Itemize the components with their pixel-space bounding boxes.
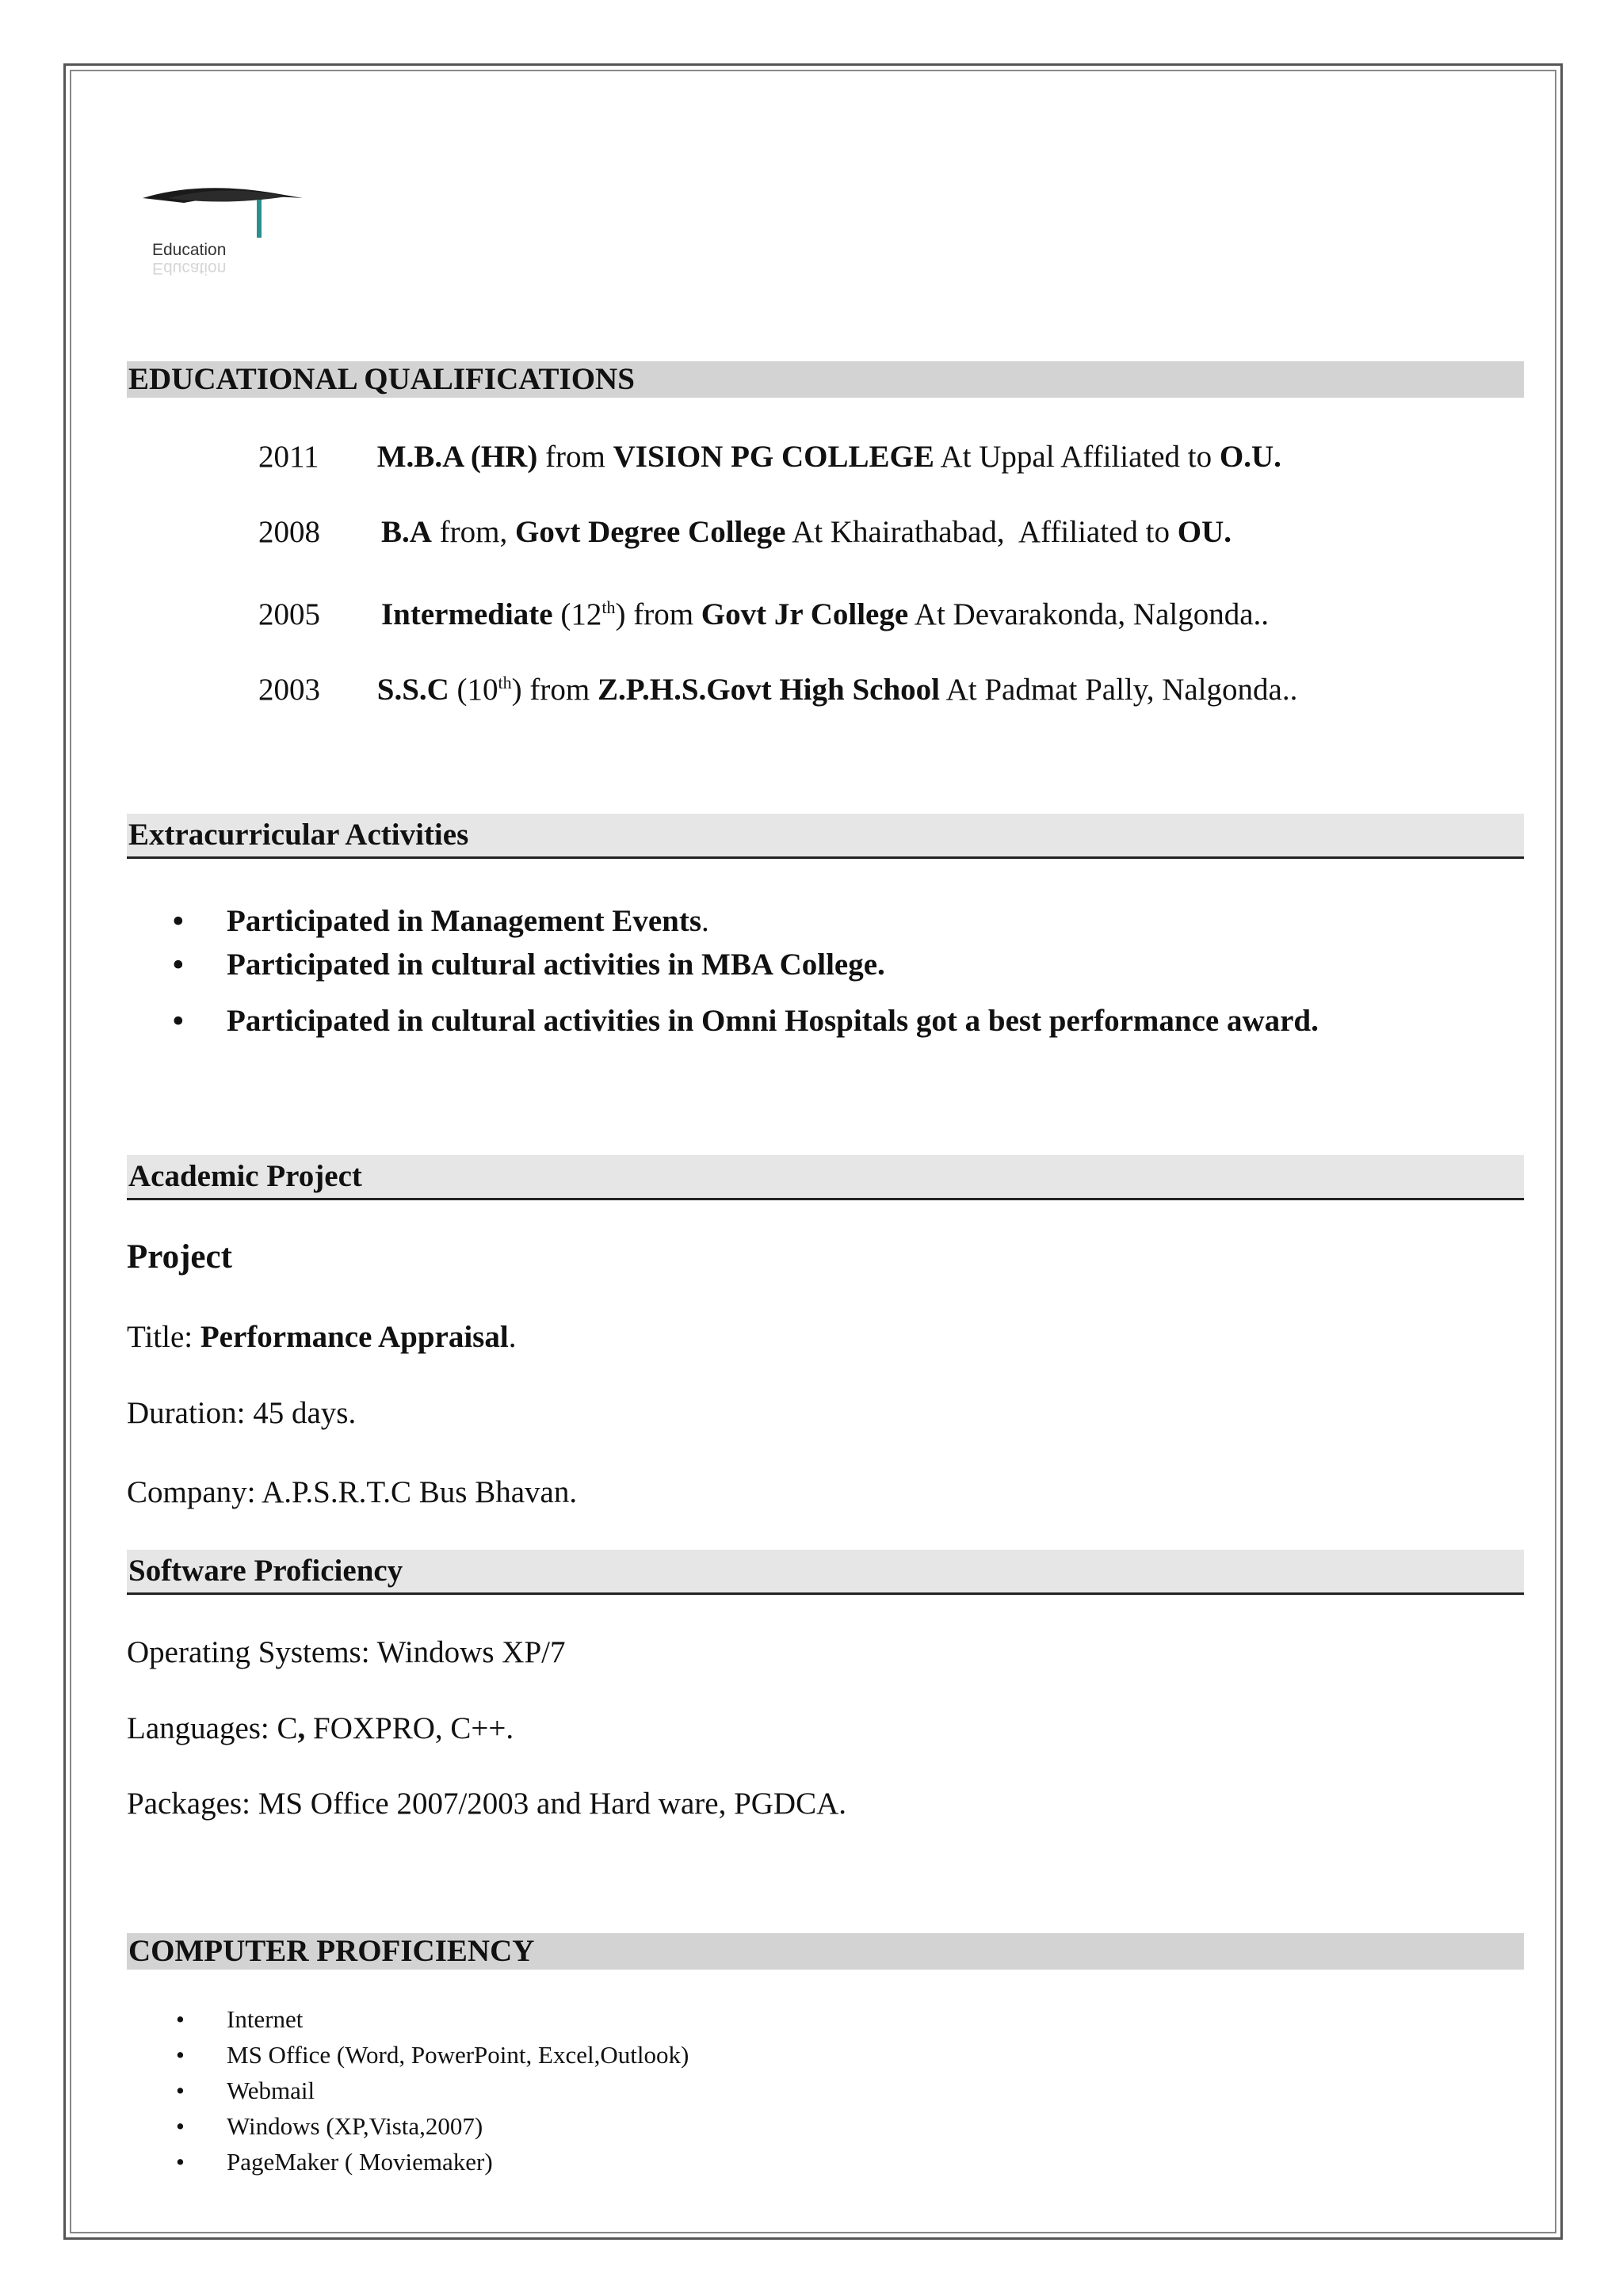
project-title: Title: Performance Appraisal. xyxy=(127,1320,517,1354)
software-languages: Languages: C, FOXPRO, C++. xyxy=(127,1711,514,1745)
education-year: 2008 xyxy=(258,515,320,549)
list-item: • Participated in cultural activities in MBA College. xyxy=(127,943,1319,986)
project-label: Project xyxy=(127,1238,232,1276)
education-row: 2008 B.A from, Govt Degree College At Khairathabad, Affiliated to OU. xyxy=(258,513,1232,551)
list-item: • Participated in cultural activities in Omni Hospitals got a best performance award. xyxy=(127,999,1319,1043)
education-year: 2011 xyxy=(258,440,319,474)
education-year: 2003 xyxy=(258,673,320,707)
list-item: • Internet xyxy=(127,2001,689,2037)
software-os: Operating Systems: Windows XP/7 xyxy=(127,1635,566,1669)
education-year: 2005 xyxy=(258,597,320,631)
education-degree: M.B.A (HR) xyxy=(376,440,538,474)
graduation-cap-icon xyxy=(136,176,311,243)
education-institution: Govt Jr College xyxy=(701,597,909,631)
computer-heading: COMPUTER PROFICIENCY xyxy=(127,1933,1524,1970)
education-row: 2003 S.S.C (10th) from Z.P.H.S.Govt High School At Padmat Pally, Nalgonda.. xyxy=(258,664,1297,709)
education-institution: VISION PG COLLEGE xyxy=(613,440,934,474)
extracurricular-list xyxy=(127,899,1319,1043)
education-degree: B.A xyxy=(381,515,432,549)
education-institution: Z.P.H.S.Govt High School xyxy=(597,673,940,707)
education-affiliation: O.U. xyxy=(1219,440,1281,474)
list-item: • Webmail xyxy=(127,2073,689,2108)
computer-list xyxy=(127,2001,689,2180)
list-item: • MS Office (Word, PowerPoint, Excel,Outlook) xyxy=(127,2037,689,2073)
extracurricular-heading: Extracurricular Activities xyxy=(127,814,1524,859)
project-company: Company: A.P.S.R.T.C Bus Bhavan. xyxy=(127,1475,578,1509)
project-duration: Duration: 45 days. xyxy=(127,1396,357,1430)
education-affiliation: OU. xyxy=(1177,515,1232,549)
education-row: 2005 Intermediate (12th) from Govt Jr College At Devarakonda, Nalgonda.. xyxy=(258,589,1269,634)
logo-caption-reflection: Education xyxy=(152,259,227,277)
education-logo xyxy=(136,176,311,283)
list-item: • Participated in Management Events. xyxy=(127,899,1319,943)
education-institution: Govt Degree College xyxy=(515,515,786,549)
logo-caption: Education xyxy=(152,241,227,259)
education-heading: EDUCATIONAL QUALIFICATIONS xyxy=(127,361,1524,398)
education-degree: Intermediate xyxy=(381,597,553,631)
education-degree: S.S.C xyxy=(376,673,449,707)
software-heading: Software Proficiency xyxy=(127,1550,1524,1595)
list-item: • PageMaker ( Moviemaker) xyxy=(127,2144,689,2180)
education-row: 2011 M.B.A (HR) from VISION PG COLLEGE At Uppal Affiliated to O.U. xyxy=(258,438,1281,476)
list-item: • Windows (XP,Vista,2007) xyxy=(127,2108,689,2144)
academic-heading: Academic Project xyxy=(127,1155,1524,1200)
software-packages: Packages: MS Office 2007/2003 and Hard ware, PGDCA. xyxy=(127,1787,847,1821)
